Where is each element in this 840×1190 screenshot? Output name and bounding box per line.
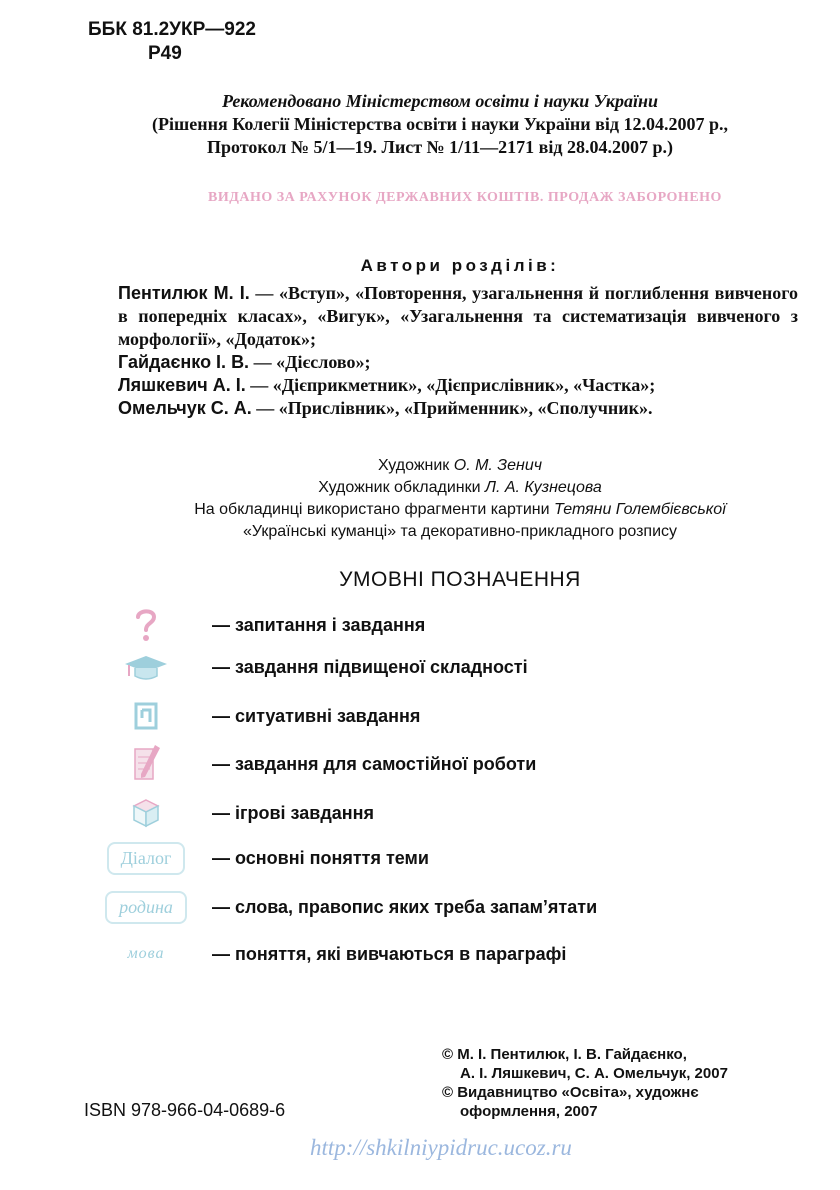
spelling-box-word: родина xyxy=(105,891,187,924)
author-entry xyxy=(118,351,798,374)
concept-word: мова xyxy=(127,945,165,962)
cover-artist-name: Л. А. Кузнецова xyxy=(484,479,602,496)
cover-artist-line xyxy=(80,477,840,499)
legend-item-situational xyxy=(90,696,420,736)
artist-name: О. М. Зенич xyxy=(453,457,543,474)
artists-block xyxy=(80,455,840,543)
legend-text: — ігрові завдання xyxy=(212,802,375,823)
authors-heading: Автори розділів: xyxy=(360,256,560,275)
author-name: Ляшкевич А. І. xyxy=(118,375,246,395)
artist-line xyxy=(80,455,840,477)
bbk-code: ББК 81.2УКР—922 xyxy=(88,19,256,40)
copyright-line-1: © М. І. Пентилюк, І. В. Гайдаєнко, xyxy=(442,1046,687,1063)
legend-text: — слова, правопис яких треба запам’ятати xyxy=(212,896,598,917)
author-sections: — «Прислівник», «Прийменник», «Сполучник». xyxy=(251,398,653,418)
copyright-line-2: А. І. Ляшкевич, С. А. Омельчук, 2007 xyxy=(460,1065,728,1082)
painter-name: Тетяни Голембієвської xyxy=(553,501,726,518)
copyright-block xyxy=(442,1045,728,1121)
author-name: Гайдаєнко І. В. xyxy=(118,352,250,372)
concept-word-sample xyxy=(90,934,202,974)
legend-item-games xyxy=(90,793,374,833)
authors-list xyxy=(118,282,798,420)
legend-heading: УМОВНІ ПОЗНАЧЕННЯ xyxy=(339,568,581,591)
legend-item-questions xyxy=(90,605,425,645)
graduation-cap-icon xyxy=(90,647,202,687)
cube-icon xyxy=(90,793,202,833)
source-url-watermark: http://shkilniypidruc.ucoz.ru xyxy=(310,1135,572,1160)
recommendation-line-2: (Рішення Колегії Міністерства освіти і науки України від 12.04.2007 р., xyxy=(152,114,728,134)
author-entry xyxy=(118,374,798,397)
pencil-notebook-icon xyxy=(90,744,202,784)
legend-item-spelling xyxy=(90,887,597,927)
dialog-box-sample xyxy=(90,838,202,878)
question-mark-icon xyxy=(90,605,202,645)
legend-text: — основні поняття теми xyxy=(212,847,429,868)
artist-label: Художник xyxy=(377,457,454,474)
recommendation-block xyxy=(80,90,800,159)
legend-text: — поняття, які вивчаються в параграфі xyxy=(212,943,567,964)
legend-text: — завдання для самостійної роботи xyxy=(212,753,537,774)
situation-icon xyxy=(90,696,202,736)
recommendation-line-1: Рекомендовано Міністерством освіти і науки України xyxy=(221,91,659,111)
legend-item-advanced xyxy=(90,647,528,687)
recommendation-line-3: Протокол № 5/1—19. Лист № 1/11—2171 від 28.04.2007 р.) xyxy=(206,137,673,157)
legend-item-independent xyxy=(90,744,536,784)
author-entry xyxy=(118,397,798,420)
spelling-box-sample xyxy=(90,887,202,927)
free-distribution-stamp: ВИДАНО ЗА РАХУНОК ДЕРЖАВНИХ КОШТІВ. ПРОДАЖ ЗАБОРОНЕНО xyxy=(208,190,722,205)
cover-note-line xyxy=(80,499,840,521)
catalog-code: Р49 xyxy=(148,43,182,64)
legend-item-key-concepts xyxy=(90,838,429,878)
author-sections: — «Дієслово»; xyxy=(249,352,371,372)
cover-artist-label: Художник обкладинки xyxy=(318,479,485,496)
legend-text: — ситуативні завдання xyxy=(212,705,421,726)
isbn: ISBN 978-966-04-0689-6 xyxy=(84,1100,286,1120)
author-entry xyxy=(118,282,798,351)
copyright-line-3: © Видавництво «Освіта», художнє xyxy=(442,1084,699,1101)
author-sections: — «Дієприкметник», «Дієприслівник», «Частка»; xyxy=(245,375,656,395)
legend-text: — завдання підвищеної складності xyxy=(212,656,528,677)
author-name: Омельчук С. А. xyxy=(118,398,252,418)
copyright-line-4: оформлення, 2007 xyxy=(460,1103,598,1120)
dialog-box-word: Діалог xyxy=(107,842,186,875)
author-name: Пентилюк М. І. xyxy=(118,283,250,303)
author-sections: — «Вступ», «Повторення, узагальнення й поглиблення вивченого в попередніх класах», «Вигук», «Узагальнення та систематизація вивченого з морфології», «Додаток»; xyxy=(118,283,798,349)
cover-note-text: На обкладинці використано фрагменти картини xyxy=(194,501,554,518)
legend-item-paragraph-concepts xyxy=(90,934,566,974)
legend-text: — запитання і завдання xyxy=(212,614,426,635)
cover-note-line-2: «Українські куманці» та декоративно-прикладного розпису xyxy=(243,523,677,540)
